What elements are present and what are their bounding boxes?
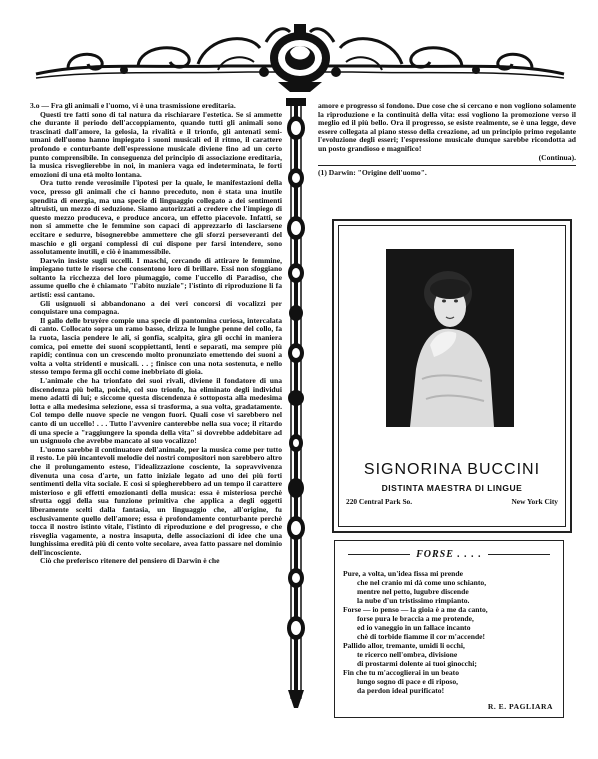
article-paragraph: Gli usignuoli si abbandonano a dei veri concorsi di vocalizzi per conquistare una compagna. <box>30 298 282 317</box>
poem-line: ed io vaneggio in un fallace incanto <box>357 623 471 632</box>
poem-line: da perdon ideal purificato! <box>357 686 445 695</box>
title-rule-right <box>488 554 550 555</box>
poem-line: te ricerco nell'ombra, divisione <box>357 650 458 659</box>
poem-line: forse pura le braccia a me protende, <box>357 614 474 623</box>
poem-title: FORSE . . . . <box>416 549 482 560</box>
article-paragraph: L'uomo sarebbe il continuatore dell'animale, per la musica come per tutto il resto. Le più incantevoli melodie dei nostri compositori non sarebbero altro che il prolungamento esteso, l'idealizzazione cosciente, la sopravvivenza divenuta una cosa d'arte, un fatto iniziale legato ad uno dei più forti sentimenti della vita sociale. E così si spiegherebbero ad un tempo il carattere misterioso e gli effetti emozionanti della musica: essa è misteriosa perchè sfrutta oggi della sua funzione primitiva che applica a degli oggetti liberamente scelti dalla fantasia, un linguaggio che, all'origine, fu esclusivamente quello dell'amore; essa è profondamente conturbante perchè tocca il nostro istinto vitale, l'istinto di riproduzione e del progresso, e che risveglia vagamente, a nostra insaputa, delle associazioni di idee che una lunghissima eredità più di cento volte secolare, avea fatto passare nel dominio dell'incosciente. <box>30 444 282 557</box>
poem-line: di prostarmi dolente ai tuoi ginocchi; <box>357 659 477 668</box>
poem-line: Fin che tu m'accoglierai in un beato <box>343 668 460 677</box>
poem-author: R. E. PAGLIARA <box>487 702 553 711</box>
teacher-name: SIGNORINA BUCCINI <box>363 461 541 478</box>
article-paragraph: Ciò che preferisco ritenere del pensiero di Darwin è che <box>40 556 220 566</box>
article-left-column <box>30 102 282 742</box>
poem-line: Pure, a volta, un'idea fissa mi prende <box>343 569 463 578</box>
poem-line: che nel cranio mi dà come uno schianto, <box>357 578 487 587</box>
poem-body <box>343 569 555 695</box>
continua-label: (Continua). <box>538 152 576 162</box>
poem-line: chè di torbide fiamme il cor m'accende! <box>357 632 486 641</box>
poem-line: la nube d'un tristissimo rimpianto. <box>357 596 470 605</box>
article-paragraph: L'animale che ha trionfato dei suoi rivali, diviene il fondatore di una discendenza più bella, poichè, col suo trionfo, ha eliminato degli individui meno adatti di lui; e siccome questa discendenza è sottoposta alla medesima lotta e alla medesima selezione, essa si trasforma, a sua volta, gradatamente. Col tempo delle nuove specie ne vengon fuori. Quali cose vi sarebbero nel canto di un uccello! . . . Tutto l'avvenire canterebbe nella sua voce; il ritardo di una specie a "raggiungere la sponda della vita" si dovrebbe addebitare ad un usignuolo che avrebbe mancato al suo vocalizzo! <box>30 376 282 446</box>
footnote: (1) Darwin: "Origine dell'uomo". <box>318 168 427 178</box>
advertisement-box <box>332 219 572 533</box>
footnote-divider <box>318 165 576 166</box>
article-paragraph: Questi tre fatti sono di tal natura da rischiarare l'estetica. Se si ammette che durante il periodo dell'accoppiamento, quando tutti gli animali sono trascinati dall'amore, la gelosia, la rivalità e il trionfo, gli antenati semi-umani dell'uomo hanno impiegato i suoni musicali ed il ritmo, il carattere profondo e conturbante dell'espressione musicale diviene fino ad un certo punto comprensibile. In conseguenza del principio di associazione ereditaria, la musica risveglierebbe in noi, in maniera vaga ed indeterminata, le forti emozioni di una età molto lontana. <box>30 109 282 179</box>
article-paragraph: 3.o — Fra gli animali e l'uomo, vi è una trasmissione ereditaria. <box>30 102 236 110</box>
poem-line: mentre nel petto, lugubre discende <box>357 587 469 596</box>
poem-line: Pallido allor, tremante, umidi li occhi, <box>343 641 465 650</box>
article-right-column <box>318 102 576 178</box>
poem-line: Forse — io penso — la gioia è a me da canto, <box>343 605 488 614</box>
poem-box <box>334 540 564 718</box>
city: New York City <box>511 497 558 506</box>
poem-line: lungo sogno di pace e di riposo, <box>357 677 459 686</box>
ornamental-column-divider <box>284 98 308 710</box>
poem-title-row <box>335 549 563 560</box>
title-rule-left <box>348 554 410 555</box>
header-ornament <box>28 22 572 94</box>
article-paragraph: Il gallo delle bruyère compie una specie di pantomina curiosa, intercalata di canto. Collocato sopra un ramo basso, drizza le lunghe penne del collo, fa la ruota, lascia pendere le ali, si gonfia, scalpita, gira gli occhi in maniera comica, poi emette dei suoni scoppiettanti, lenti e separati, ma sempre più rapidi; continua con un crescendo molto pronunziato emettendo dei suoni a volta a volta stridenti e musicali. . . ; finisce con una nota sostenuta, e nello stesso tempo ferma gli occhi come inebbriato di gioia. <box>30 315 282 377</box>
address: 220 Central Park So. <box>346 497 413 506</box>
article-continuation: amore e progresso si fondono. Due cose che si cercano e non vogliono solamente la riproduzione e la continuità della vita: essi vogliono la promozione verso il meglio ed il più bello. Ora il progresso, se esiste realmente, se è una legge, deve essere collegata al piano stesso della creazione, ad un principio primo regolante l'evoluzione degli esseri; l'espressione musicale dunque sarebbe ricondotta ad un posto grandioso e magnifico! <box>318 101 576 153</box>
teacher-title: DISTINTA MAESTRA DI LINGUE <box>381 483 523 493</box>
portrait-photo <box>386 249 514 427</box>
article-paragraph: Ora tutto rende verosimile l'ipotesi per la quale, le manifestazioni della voce, presso gli animali che ci hanno preceduto, non è stata una inutile spendita di energia, ma una specie di linguaggio collegato a dei sentimenti altruisti, un mezzo di seduzione. Siamo autorizzati a credere che l'impiego di questo mezzo produceva, e produce ancora, un effetto piacevole. Infatti, se non si ammette che le femmine son capaci di apprezzarlo di lasciarsene eccitare e sedurre, bisognerebbe ammettere che gli sforzi perseveranti del maschio e gli organi complessi di cui dispone per farsi intendere, sono assolutamente inutili, e ciò è inammessibile. <box>30 178 282 257</box>
article-paragraph: Darwin insiste sugli uccelli. I maschi, cercando di attirare le femmine, impiegano tutte le risorse che consentono loro di brillare. Essi non sfoggiano soltanto la ricchezza del loro piumaggio, come l'uccello di Paradiso, che assume quello che è chiamato "l'abito nuziale"; l'istinto di riproduzione li fa artisti: essi cantano. <box>30 255 282 300</box>
